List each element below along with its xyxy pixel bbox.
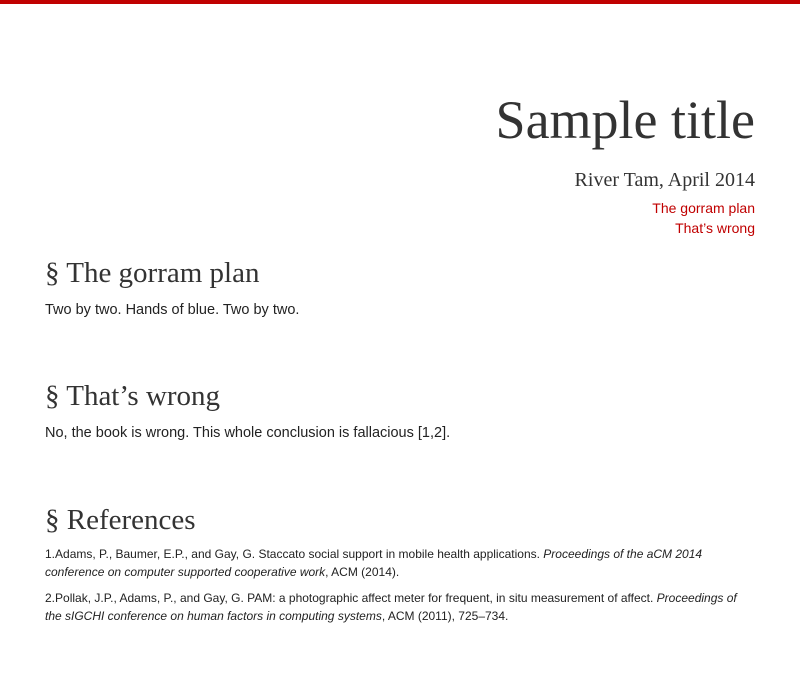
reference-item [45,589,755,625]
toc-link-thats-wrong[interactable]: That’s wrong [675,220,755,236]
reference-number: 1. [45,547,56,561]
document-header [496,88,755,238]
section-thats-wrong [45,379,755,443]
reference-venue: Proceedings of the sIGCHI conference on human factors in computing systems [45,591,737,623]
author-date-byline: River Tam, April 2014 [574,169,755,191]
toc-link-gorram-plan[interactable]: The gorram plan [652,200,755,216]
reference-tail: , ACM (2014). [325,565,400,579]
page-title: Sample title [495,90,755,150]
section-heading: § References [45,504,196,536]
reference-authors-title: Adams, P., Baumer, E.P., and Gay, G. Staccato social support in mobile health applications. [55,547,544,561]
reference-authors-title: Pollak, J.P., Adams, P., and Gay, G. PAM: a photographic affect meter for frequent, in situ measurement of affect. [55,591,657,605]
section-gorram-plan [45,256,755,320]
table-of-contents [496,198,755,238]
reference-item [45,545,755,581]
section-heading: § That’s wrong [45,380,221,412]
section-references [45,503,755,633]
reference-venue: Proceedings of the aCM 2014 conference on computer supported cooperative work [45,547,703,579]
reference-tail: , ACM (2011), 725–734. [381,609,509,623]
section-heading: § The gorram plan [45,257,260,289]
section-body: Two by two. Hands of blue. Two by two. [45,302,300,318]
reference-number: 2. [45,591,56,605]
reference-list [45,545,755,625]
section-body: No, the book is wrong. This whole conclusion is fallacious [1,2]. [45,425,451,441]
